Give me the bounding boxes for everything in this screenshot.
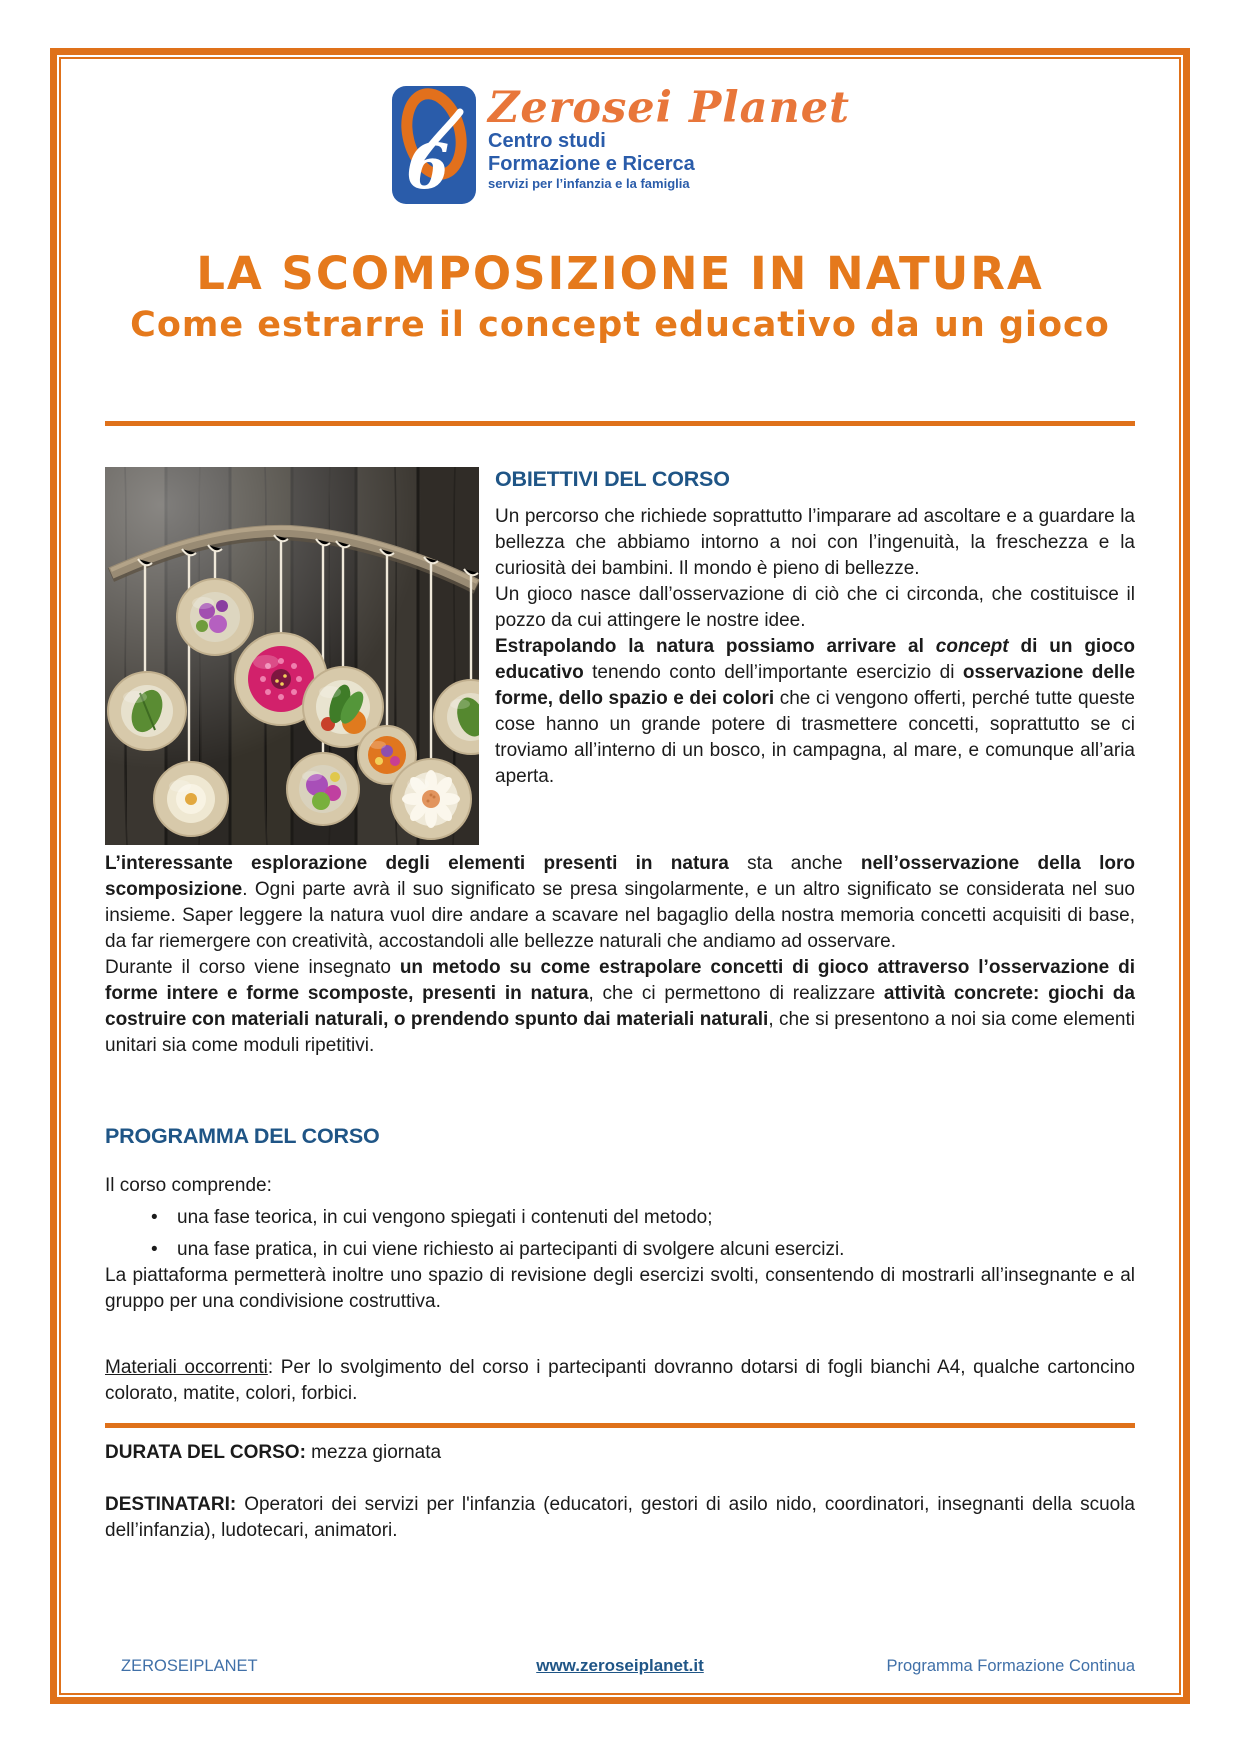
footer-program: Programma Formazione Continua (886, 1657, 1135, 1675)
materials-paragraph (105, 1355, 1135, 1407)
text-run: . Ogni parte avrà il suo significato se presa singolarmente, e un altro significato se considerata nel suo insieme. Saper leggere la natura vuol dire andare a scavare nel bagaglio della nostra memoria concetti acquisiti di base, da far riemergere con creatività, accostandoli alle bellezze naturali che andiamo ad osservare. (105, 879, 1135, 952)
zerosei-logo-icon (390, 84, 478, 206)
text-run: osservazione delle forme, dello spazio e dei colori (495, 662, 1136, 709)
logo (0, 84, 1240, 206)
text-run: che ci vengono offerti, perché tutte queste cose hanno un grande potere di trasmettere concetti, soprattutto se ci troviamo all’interno di un bosco, in campagna, al mare, e comunque all’aria aperta. (495, 688, 1135, 787)
logo-text (488, 84, 850, 192)
page-subtitle: Come estrarre il concept educativo da un gioco (130, 305, 1110, 345)
text-run: Un percorso che richiede soprattutto l’imparare ad ascoltare e a guardare la bellezza che abbiamo intorno a noi con l’ingenuità, la freschezza e la curiosità dei bambini. Il mondo è pieno di bellezze. (495, 506, 1135, 579)
program-outro (105, 1263, 1135, 1315)
logo-number: 6 (406, 130, 450, 203)
text-run: un metodo su come estrapolare concetti di gioco attraverso l’osservazione di forme intere e forme scomposte, presenti in natura (105, 957, 1136, 1004)
program-heading: PROGRAMMA DEL CORSO (105, 1124, 380, 1148)
objectives-paragraph-4 (105, 851, 1135, 955)
text-run: di un gioco educativo (495, 636, 1135, 683)
list-item: • una fase teorica, in cui vengono spiegati i contenuti del metodo; (105, 1205, 1135, 1231)
brand-name: Zerosei Planet (488, 83, 850, 133)
text-run: : Per lo svolgimento del corso i partecipanti dovranno dotarsi di fogli bianchi A4, qualche cartoncino colorato, matite, colori, forbici. (105, 1357, 1135, 1404)
text-run: L’interessante esplorazione degli elementi presenti in natura (105, 853, 729, 874)
duration-label: DURATA DEL CORSO: (105, 1442, 306, 1463)
divider-bottom (105, 1423, 1135, 1428)
logo-line2: Formazione e Ricerca (488, 153, 695, 175)
course-photo (105, 467, 479, 845)
logo-line1: Centro studi (488, 130, 606, 152)
course-photo-illustration (105, 467, 479, 845)
text-run: concept (935, 636, 1009, 657)
logo-line3: servizi per l’infanzia e la famiglia (488, 176, 690, 191)
text-run: Estrapolando la natura possiamo arrivare al (495, 636, 936, 657)
audience-label: DESTINATARI: (105, 1494, 237, 1515)
program-intro: Il corso comprende: (105, 1175, 272, 1196)
audience-paragraph (105, 1492, 1135, 1544)
text-run: sta anche (728, 853, 861, 874)
main-content (105, 462, 1135, 1544)
text-run: Durante il corso viene insegnato (105, 957, 400, 978)
text-run: , che si presentono a noi sia come elementi unitari sia come moduli ripetitivi. (105, 1009, 1135, 1056)
objectives-heading: OBIETTIVI DEL CORSO (495, 467, 730, 491)
list-item: • una fase pratica, in cui viene richiesto ai partecipanti di svolgere alcuni esercizi. (105, 1237, 1135, 1263)
program-bullet-list (105, 1205, 1135, 1263)
text-run: , che ci permettono di realizzare (588, 983, 884, 1004)
duration-paragraph (105, 1440, 1135, 1466)
page-title: LA SCOMPOSIZIONE IN NATURA (196, 247, 1044, 300)
text-run: La piattaforma permetterà inoltre uno spazio di revisione degli esercizi svolti, consentendo di mostrarli all’insegnante e al gruppo per una condivisione costruttiva. (105, 1265, 1135, 1312)
materials-label: Materiali occorrenti (105, 1357, 268, 1378)
footer (105, 1656, 1135, 1676)
footer-website-link[interactable]: www.zeroseiplanet.it (536, 1656, 704, 1675)
text-run: tenendo conto dell’importante esercizio di (583, 662, 963, 683)
objectives-paragraph-5 (105, 955, 1135, 1059)
footer-brand: ZEROSEIPLANET (121, 1657, 258, 1675)
text-run: attività concrete: giochi da costruire con materiali naturali, o prendendo spunto dai materiali naturali (105, 983, 1135, 1030)
text-run: Un gioco nasce dall’osservazione di ciò che ci circonda, che costituisce il pozzo da cui attingere le nostre idee. (495, 584, 1135, 631)
duration-value: mezza giornata (305, 1442, 442, 1463)
audience-value: Operatori dei servizi per l'infanzia (educatori, gestori di asilo nido, coordinatori, insegnanti della scuola dell’infanzia), ludotecari, animatori. (105, 1494, 1135, 1541)
text-run: nell’osservazione della loro scomposizione (105, 853, 1135, 900)
divider-top (105, 421, 1135, 426)
